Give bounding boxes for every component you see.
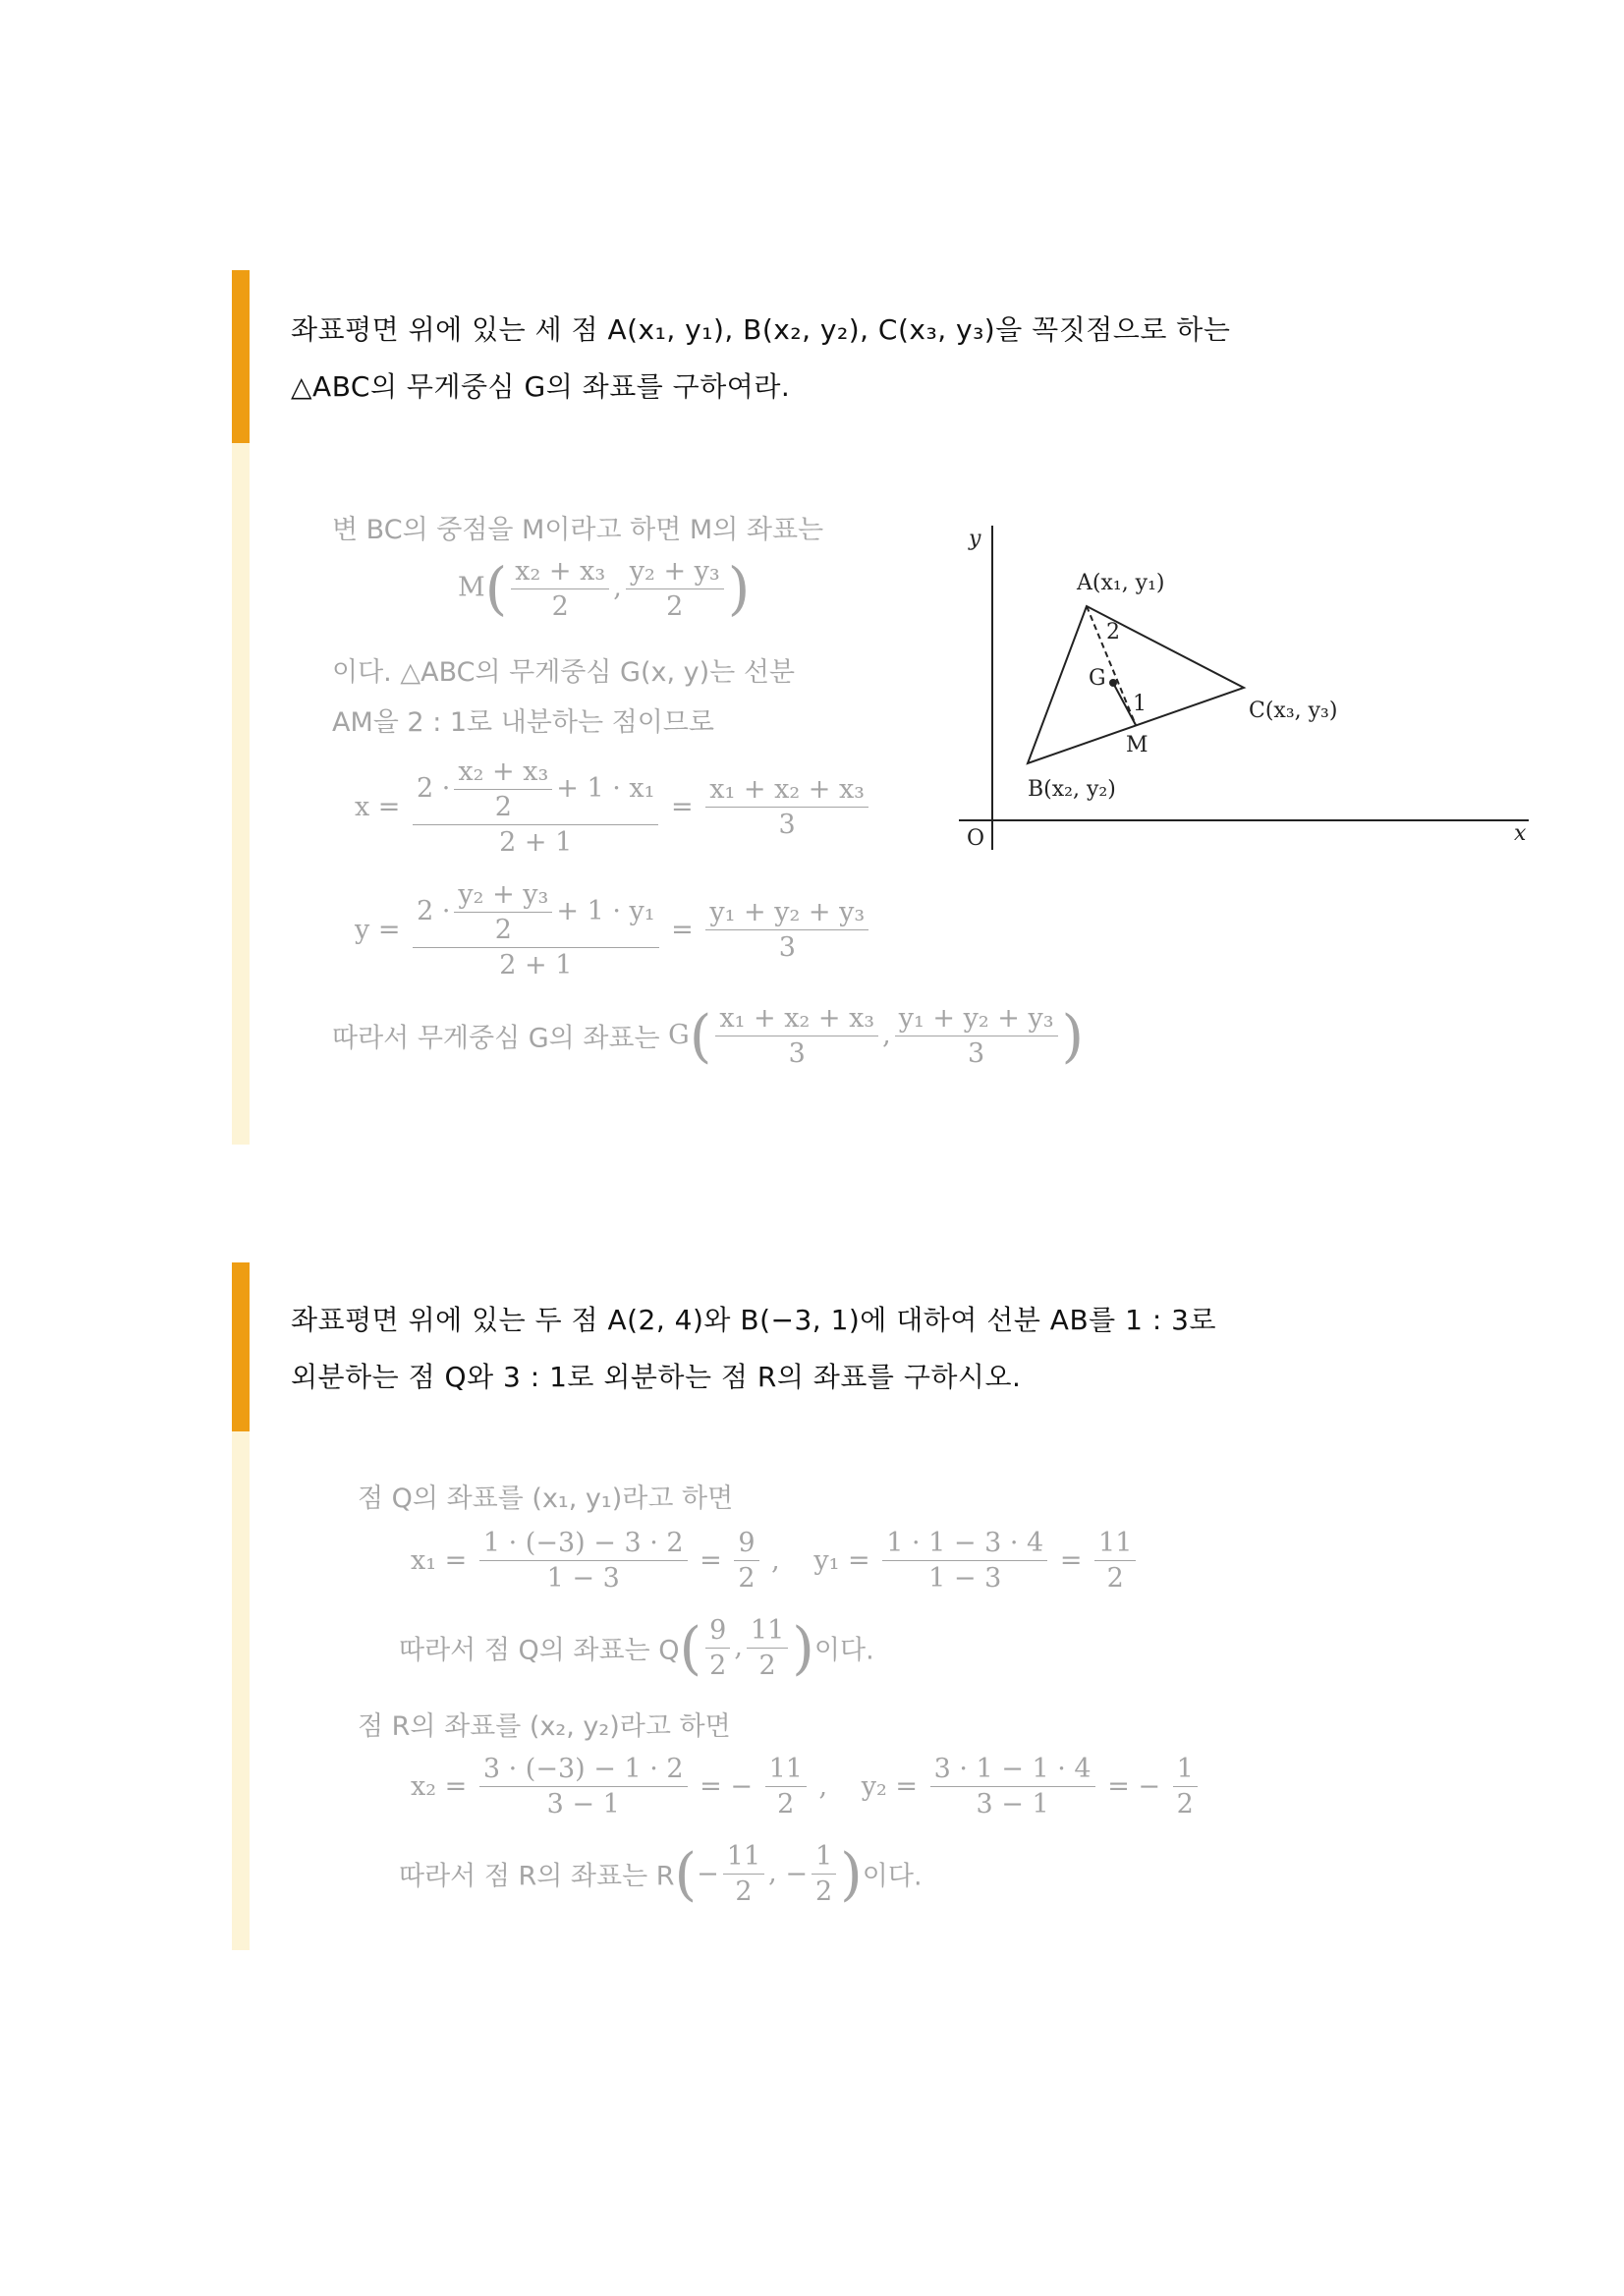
label-o: O bbox=[967, 826, 985, 851]
label-g: G bbox=[1089, 666, 1106, 691]
question-line-2: △ABC의 무게중심 G의 좌표를 구하여라. bbox=[291, 370, 791, 403]
centroid-diagram bbox=[939, 516, 1578, 869]
formula-y: y = 2 · $\frac{\text{y₂ + y₃}}{2}$ + 1 · y₁ 2 + 1 = $\frac{\text{y₁ + y₂ + y₃}}{3}$ bbox=[355, 879, 872, 980]
label-x: x bbox=[1514, 821, 1527, 846]
sol-final: 따라서 무게중심 G의 좌표는 G( $\frac{\text{x₁ + x₂ + x₃}}{3}$ , $\frac{\text{y₁ + y₂ + y₃}}{3}$ ) bbox=[332, 1002, 1085, 1069]
problem-2 bbox=[232, 1262, 1352, 1950]
question-line-1: 좌표평면 위에 있는 세 점 A(x₁, y₁), B(x₂, y₂), C(x₃, y₃)을 꼭짓점으로 하는 bbox=[291, 313, 1231, 346]
label-ratio-1: 1 bbox=[1133, 692, 1147, 716]
label-a: A(x₁, y₁) bbox=[1077, 571, 1165, 595]
sol-line-4: AM을 2 : 1로 내분하는 점이므로 bbox=[332, 707, 714, 738]
sol-line-3: 이다. △ABC의 무게중심 G(x, y)는 선분 bbox=[332, 657, 795, 688]
label-b: B(x₂, y₂) bbox=[1028, 777, 1116, 802]
q-intro: 점 Q의 좌표를 (x₁, y₁)라고 하면 bbox=[358, 1484, 734, 1514]
label-m: M bbox=[1126, 733, 1148, 757]
question-line-1: 좌표평면 위에 있는 두 점 A(2, 4)와 B(−3, 1)에 대하여 선분 AB를 1 : 3로 bbox=[291, 1304, 1217, 1336]
label-y: y bbox=[969, 527, 981, 551]
r-intro: 점 R의 좌표를 (x₂, y₂)라고 하면 bbox=[358, 1711, 731, 1742]
problem-2-solution bbox=[232, 1262, 1352, 1950]
formula-x1-y1: x₁ = $\frac{1 \cdot (-3) - 3 \cdot 2}{1 - 3}$ = $\frac{9}{2}$ , y₁ = $\frac{1 \cdot 1 - 3 \cdot 4}{1 - 3}$ = $\frac{11}{2}$ bbox=[411, 1528, 1140, 1594]
label-ratio-2: 2 bbox=[1106, 620, 1120, 644]
m-frac-x: $\frac{\text{x₂ + x₃}}{2}$ bbox=[511, 556, 609, 622]
centroid-point bbox=[1109, 679, 1117, 687]
question-line-2: 외분하는 점 Q와 3 : 1로 외분하는 점 R의 좌표를 구하시오. bbox=[291, 1361, 1022, 1393]
m-frac-y: $\frac{\text{y₂ + y₃}}{2}$ bbox=[626, 556, 724, 622]
sol-line-1: 변 BC의 중점을 M이라고 하면 M의 좌표는 bbox=[332, 515, 824, 545]
r-final: 따라서 점 R의 좌표는 R(− $\frac{11}{2}$ , − $\frac{1}{2}$ )이다. bbox=[399, 1840, 923, 1907]
q-final: 따라서 점 Q의 좌표는 Q( $\frac{9}{2}$ , $\frac{11}{2}$ )이다. bbox=[399, 1614, 874, 1681]
formula-x2-y2: x₂ = $\frac{3 \cdot (-3) - 1 \cdot 2}{3 - 1}$ = − $\frac{11}{2}$ , y₂ = $\frac{3 \cdot 1 - 1 \cdot 4}{3 - 1}$ = − $\frac{1}{2}$ bbox=[411, 1754, 1202, 1820]
label-c: C(x₃, y₃) bbox=[1249, 699, 1338, 723]
midpoint-m: M( $\frac{\text{x₂ + x₃}}{2}$ , $\frac{\text{y₂ + y₃}}{2}$ ) bbox=[458, 555, 751, 622]
problem-1 bbox=[232, 270, 1527, 1145]
formula-x: x = 2 · $\frac{\text{x₂ + x₃}}{2}$ + 1 · x₁ 2 + 1 = $\frac{\text{x₁ + x₂ + x₃}}{3}$ bbox=[355, 756, 872, 858]
